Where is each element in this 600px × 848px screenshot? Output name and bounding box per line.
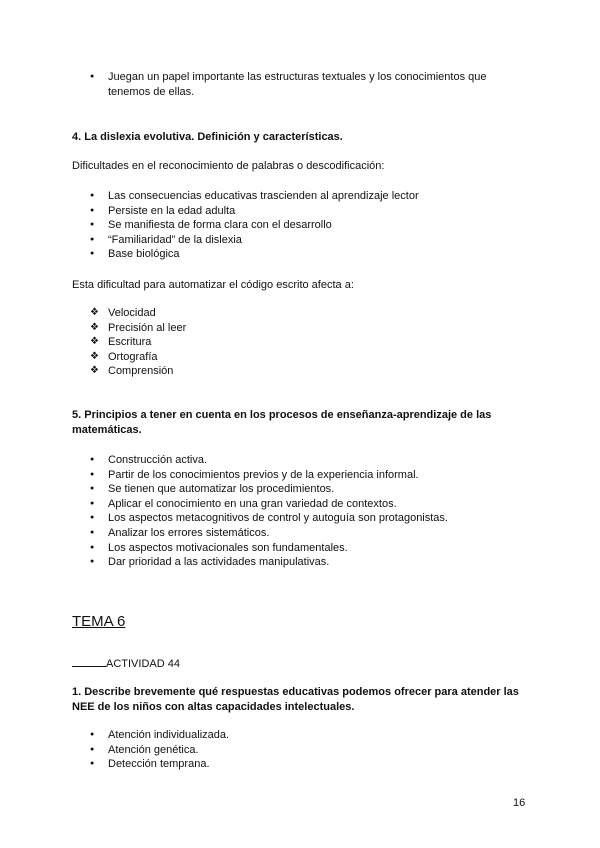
page-number: 16: [513, 797, 526, 809]
blank-line: [72, 656, 106, 667]
activity-text: ACTIVIDAD 44: [106, 658, 180, 670]
section4-intro: Dificultades en el reconocimiento de palabras o descodificación:: [72, 160, 385, 172]
list-item: ❖ Comprensión: [72, 364, 532, 379]
list-item: ❖ Velocidad: [72, 306, 532, 321]
list-item: ● Atención genética.: [72, 743, 532, 758]
list-item: ● Los aspectos metacognitivos de control y autoguía son protagonistas.: [72, 511, 532, 526]
list-item-text: Juegan un papel importante las estructuras textuales y los conocimientos que: [108, 71, 487, 83]
section5-bullet-list: [72, 453, 532, 570]
list-item: ● Dar prioridad a las actividades manipulativas.: [72, 555, 532, 570]
list-item: ● Se tienen que automatizar los procedimientos.: [72, 482, 532, 497]
tema-question: [72, 685, 532, 715]
list-item: ❖ Escritura: [72, 335, 532, 350]
list-item: ● Las consecuencias educativas trascienden al aprendizaje lector: [72, 189, 532, 204]
tema-title: TEMA 6: [72, 613, 126, 630]
list-item: ● Base biológica: [72, 247, 532, 262]
activity-label: [72, 656, 532, 670]
list-item-text: tenemos de ellas.: [108, 85, 195, 98]
list-item: ● Aplicar el conocimiento en una gran variedad de contextos.: [72, 497, 532, 512]
list-item: ● Detección temprana.: [72, 757, 532, 772]
question-line: 1. Describe brevemente qué respuestas educativas podemos ofrecer para atender las: [72, 686, 519, 698]
list-item: ● “Familiaridad” de la dislexia: [72, 233, 532, 248]
list-item: ● Atención individualizada.: [72, 728, 532, 743]
intro-bullet-list: [72, 70, 532, 99]
question-line: NEE de los niños con altas capacidades intelectuales.: [72, 701, 355, 713]
list-item: ● Analizar los errores sistemáticos.: [72, 526, 532, 541]
section5-heading: [72, 408, 532, 438]
list-item: ● Los aspectos motivacionales son fundamentales.: [72, 541, 532, 556]
list-item: ● Persiste en la edad adulta: [72, 204, 532, 219]
list-item: ● Construcción activa.: [72, 453, 532, 468]
list-item: ● Partir de los conocimientos previos y de la experiencia informal.: [72, 468, 532, 483]
tema-answer-list: [72, 728, 532, 772]
section4-affects-list: [72, 306, 532, 379]
section4-heading: 4. La dislexia evolutiva. Definición y características.: [72, 131, 343, 143]
section4-bullet-list: [72, 189, 532, 262]
heading-line: matemáticas.: [72, 424, 142, 436]
list-item: ● Se manifiesta de forma clara con el desarrollo: [72, 218, 532, 233]
heading-line: 5. Principios a tener en cuenta en los procesos de enseñanza-aprendizaje de las: [72, 409, 492, 421]
list-item: [72, 70, 532, 99]
list-item: ❖ Precisión al leer: [72, 321, 532, 336]
section4-affects-intro: Esta dificultad para automatizar el código escrito afecta a:: [72, 279, 354, 291]
list-item: ❖ Ortografía: [72, 350, 532, 365]
